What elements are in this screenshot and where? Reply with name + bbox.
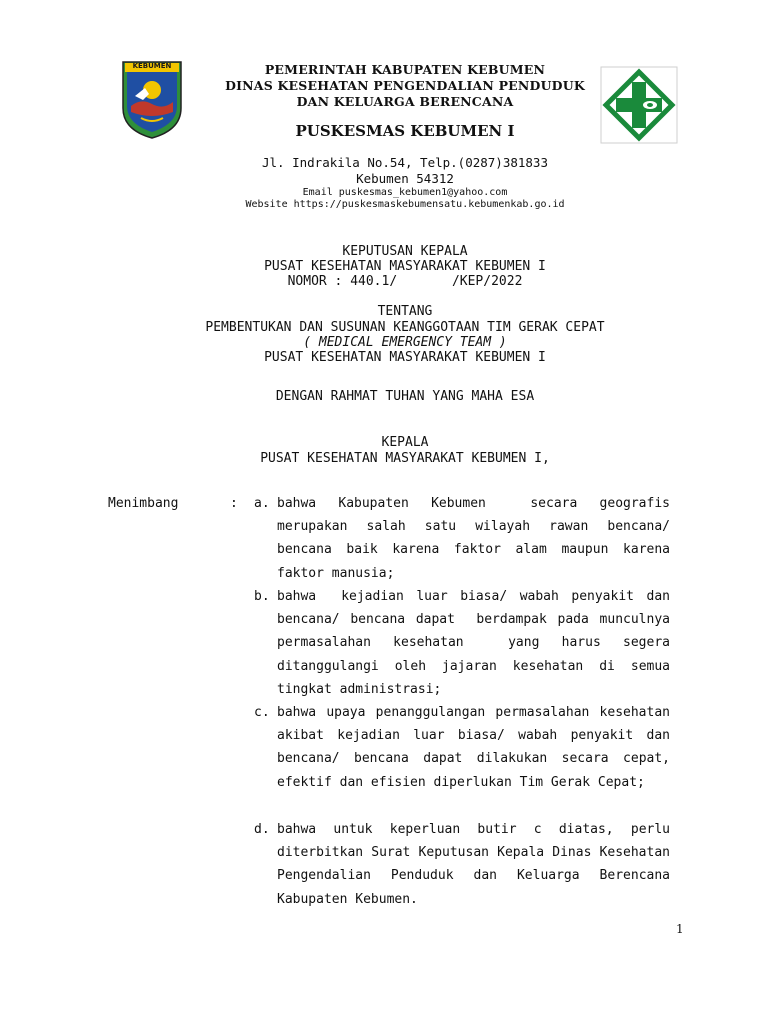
considering-colon: : <box>230 496 238 511</box>
email-line: Email puskesmas_kebumen1@yahoo.com <box>302 187 508 198</box>
about-line-1: PEMBENTUKAN DAN SUSUNAN KEANGGOTAAN TIM GERAK CEPAT <box>205 320 605 335</box>
decree-line-2: PUSAT KESEHATAN MASYARAKAT KEBUMEN I <box>264 259 546 274</box>
blessing-line: DENGAN RAHMAT TUHAN YANG MAHA ESA <box>275 389 535 404</box>
about-line-2: ( MEDICAL EMERGENCY TEAM ) <box>303 335 507 350</box>
website-line: Website https://puskesmaskebumensatu.kebumenkab.go.id <box>245 199 565 210</box>
decree-line-1: KEPUTUSAN KEPALA <box>342 244 468 259</box>
kebumen-crest-text: KEBUMEN <box>132 62 172 70</box>
gov-line-1: PEMERINTAH KABUPATEN KEBUMEN <box>264 62 546 77</box>
item-c-text: bahwa upaya penanggulangan permasalahan kesehatan akibat kejadian luar biasa/ wabah penyakit dan bencana/ bencana dapat dilakukan secara cepat, efektif dan efisien diperlukan Tim Gerak Cepat; <box>277 705 678 790</box>
considering-label: Menimbang <box>108 496 179 511</box>
head-of-line-1: KEPALA <box>381 435 429 450</box>
head-of-line-2: PUSAT KESEHATAN MASYARAKAT KEBUMEN I, <box>260 451 550 466</box>
item-d-text: bahwa untuk keperluan butir c diatas, perlu diterbitkan Surat Keputusan Kepala Dinas Kesehatan Pengendalian Penduduk dan Keluarga Berencana Kabupaten Kebumen. <box>277 822 678 907</box>
decree-number: NOMOR : 440.1/ /KEP/2022 <box>287 274 523 289</box>
item-c-letter: c. <box>254 705 270 720</box>
about-line-3: PUSAT KESEHATAN MASYARAKAT KEBUMEN I <box>264 350 546 365</box>
item-a-letter: a. <box>254 496 270 511</box>
item-b-text: bahwa kejadian luar biasa/ wabah penyakit dan bencana/ bencana dapat berdampak pada munculnya permasalahan kesehatan yang harus segera ditanggulangi oleh jajaran kesehatan di semua tingkat administrasi; <box>277 589 678 697</box>
item-d-letter: d. <box>254 822 270 837</box>
city-line: Kebumen 54312 <box>356 171 454 186</box>
gov-line-3: DAN KELUARGA BERENCANA <box>296 94 514 109</box>
institution-name: PUSKESMAS KEBUMEN I <box>295 122 515 140</box>
address-line: Jl. Indrakila No.54, Telp.(0287)381833 <box>262 155 548 170</box>
gov-line-2: DINAS KESEHATAN PENGENDALIAN PENDUDUK <box>225 78 585 93</box>
page-number: 1 <box>676 922 684 936</box>
puskesmas-cross-logo <box>600 66 678 144</box>
about-label: TENTANG <box>377 304 433 319</box>
item-a-text: bahwa Kabupaten Kebumen secara geografis merupakan salah satu wilayah rawan bencana/ bencana baik karena faktor alam maupun karena faktor manusia; <box>277 496 678 581</box>
item-b-letter: b. <box>254 589 270 604</box>
kebumen-crest-logo <box>121 60 183 140</box>
